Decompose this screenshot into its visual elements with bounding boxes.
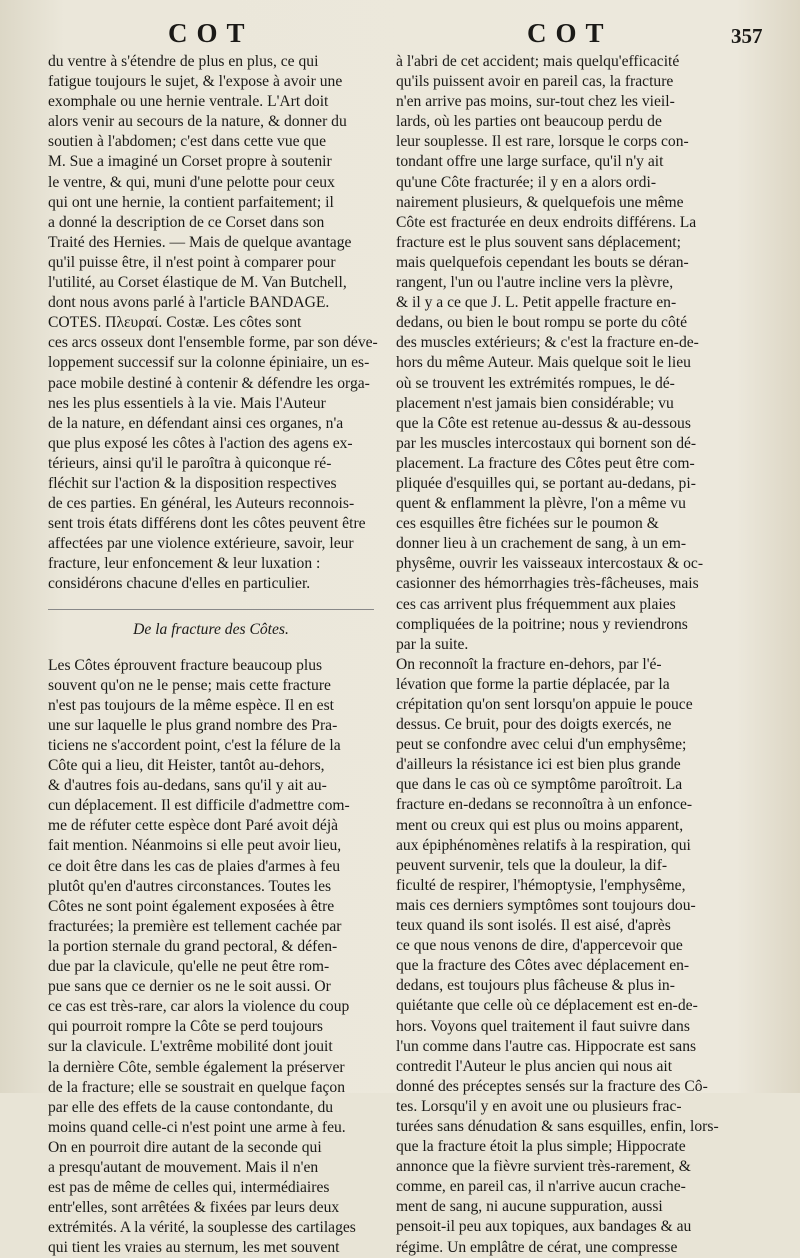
page-number: 357: [731, 24, 763, 48]
text-line: l'utilité, au Corset élastique de M. Van Butchell,: [48, 274, 347, 292]
text-line: sent trois états différens dont les côtes peuvent être: [48, 515, 366, 533]
text-line: extrémités. A la vérité, la souplesse des cartilages: [48, 1219, 356, 1237]
text-line: plutôt qu'en d'autres circonstances. Toutes les: [48, 877, 332, 895]
text-line: lévation que forme la partie déplacée, par la: [396, 675, 670, 693]
text-line: donner lieu à un crachement de sang, à un em-: [396, 535, 687, 553]
text-line: ce cas est très-rare, car alors la violence du coup: [48, 998, 350, 1016]
text-line: leur souplesse. Il est rare, lorsque le corps con-: [396, 133, 689, 151]
text-line: par les muscles intercostaux qui bornent son dé-: [396, 434, 697, 452]
text-line: que la fracture des Côtes avec déplacement en-: [396, 957, 690, 975]
text-line: tes. Lorsqu'il y en avoit une ou plusieurs frac-: [396, 1097, 682, 1115]
left-column-top-text: [48, 52, 378, 595]
text-line: cun déplacement. Il est difficile d'admettre com-: [48, 797, 350, 815]
text-line: teux quand ils sont isolés. Il est aisé, d'après: [396, 917, 671, 935]
text-line: qu'une Côte fracturée; il y en a alors ordi-: [396, 173, 657, 191]
text-line: Côte est fracturée en deux endroits différens. La: [396, 213, 697, 231]
text-line: l'un comme dans l'autre cas. Hippocrate est sans: [396, 1037, 697, 1055]
text-line: peuvent survenir, tels que la douleur, la dif-: [396, 856, 668, 874]
text-line: comme, en pareil cas, il n'arrive aucun crache-: [396, 1178, 686, 1196]
text-line: On reconnoît la fracture en-dehors, par l'é-: [396, 655, 662, 673]
text-line: tondant offre une large surface, qu'il n'y ait: [396, 153, 664, 171]
text-line: compliquées de la poitrine; nous y reviendrons: [396, 615, 688, 633]
text-line: qui pourroit rompre la Côte se perd toujours: [48, 1018, 323, 1036]
text-line: crépitation qu'on sent lorsqu'on appuie le pouce: [396, 696, 693, 713]
text-line: où se trouvent les extrémités rompues, le dé-: [396, 374, 675, 392]
text-line: contredit l'Auteur le plus ancien qui nous ait: [396, 1057, 673, 1075]
text-line: ment ou creux qui est plus ou moins apparent,: [396, 816, 684, 834]
text-line: ce doit être dans les cas de plaies d'armes à feu: [48, 857, 341, 875]
text-line: qu'il puisse être, il n'est point à comparer pour: [48, 253, 336, 271]
text-line: quent & enflamment la plèvre, l'on a même vu: [396, 495, 686, 513]
text-line: physême, ouvrir les vaisseaux intercostaux & oc-: [396, 555, 704, 573]
text-line: dedans, ou bien le bout rompu se porte du côté: [396, 314, 688, 332]
text-line: me de réfuter cette espèce dont Paré avoit déjà: [48, 817, 339, 835]
text-line: dedans, est toujours plus fâcheuse & plus in-: [396, 977, 675, 995]
text-line: rangent, l'un ou l'autre incline vers la plèvre,: [396, 274, 674, 292]
text-line: dessus. Ce bruit, pour des doigts exercés, ne: [396, 716, 672, 734]
text-line: ce que nous venons de dire, d'appercevoir que: [396, 937, 683, 955]
text-line: qui ont une hernie, la contient parfaitement; il: [48, 193, 334, 211]
text-line: qui tient les vraies au sternum, les met souvent: [48, 1239, 340, 1257]
text-line: est pas de même de celles qui, intermédiaires: [48, 1179, 330, 1197]
text-line: n'en arrive pas moins, sur-tout chez les vieil-: [396, 93, 675, 111]
text-line: exomphale ou une hernie ventrale. L'Art doit: [48, 93, 329, 111]
text-line: dont nous avons parlé à l'article BANDAGE.: [48, 294, 330, 312]
text-line: une sur laquelle le plus grand nombre des Pra-: [48, 716, 338, 734]
text-line: soutien à l'abdomen; c'est dans cette vue que: [48, 133, 326, 151]
left-column: [48, 52, 378, 1258]
text-line: placement n'est jamais bien considérable; vu: [396, 394, 674, 412]
text-line: hors du même Auteur. Mais quelque soit le lieu: [396, 354, 691, 372]
text-line: de ces parties. En général, les Auteurs reconnois-: [48, 495, 355, 513]
text-line: lards, où les parties ont beaucoup perdu de: [396, 113, 662, 131]
text-line: considérons chacune d'elles en particulier.: [48, 575, 311, 593]
running-header: [0, 18, 800, 56]
text-line: qu'ils puissent avoir en pareil cas, la fracture: [396, 73, 674, 91]
text-line: Traité des Hernies. — Mais de quelque avantage: [48, 233, 352, 251]
text-line: quiétante que celle où ce déplacement est en-de-: [396, 997, 698, 1015]
text-line: hors. Voyons quel traitement il faut suivre dans: [396, 1017, 690, 1035]
text-line: On en pourroit dire autant de la seconde qui: [48, 1138, 322, 1156]
text-line: ficulté de respirer, l'hémoptysie, l'emphysême,: [396, 876, 686, 894]
text-line: ces esquilles être fichées sur le poumon &: [396, 515, 659, 533]
text-line: sur la clavicule. L'extrême mobilité dont jouit: [48, 1038, 333, 1056]
text-line: mais quelquefois cependant les bouts se déran-: [396, 253, 689, 271]
header-left-word: COT: [168, 18, 254, 48]
text-line: Côte qui a lieu, dit Heister, tantôt au-dehors,: [48, 757, 325, 775]
text-line: annonce que la fièvre survient très-rarement, &: [396, 1158, 691, 1176]
right-column-text: [396, 52, 726, 1258]
text-line: alors venir au secours de la nature, & donner du: [48, 113, 347, 131]
text-line: M. Sue a imaginé un Corset propre à soutenir: [48, 153, 332, 171]
text-line: que la fracture étoit la plus simple; Hippocrate: [396, 1138, 686, 1156]
text-line: ment de sang, ni aucune suppuration, aussi: [396, 1198, 663, 1216]
text-line: loppement successif sur la colonne épiniaire, un es-: [48, 354, 370, 372]
text-line: peut se confondre avec celui d'un emphysême;: [396, 736, 687, 754]
text-line: due par la clavicule, qu'elle ne peut être rom-: [48, 958, 330, 976]
text-line: le ventre, & qui, muni d'une pelotte pour ceux: [48, 173, 335, 191]
text-line: affectées par une violence extérieure, savoir, leur: [48, 535, 354, 553]
text-line: mais ces derniers symptômes sont toujours dou-: [396, 896, 696, 914]
text-line: que dans le cas où ce symptôme paroîtroit. La: [396, 776, 683, 794]
text-line: régime. Un emplâtre de cérat, une compresse: [396, 1238, 678, 1256]
text-line: souvent qu'on ne le pense; mais cette fracture: [48, 676, 331, 694]
text-line: que la Côte est retenue au-dessus & au-dessous: [396, 414, 691, 432]
text-line: térieurs, ainsi qu'il le paroîtra à quiconque ré-: [48, 454, 332, 472]
text-line: pace mobile destiné à contenir & défendre les orga-: [48, 374, 370, 392]
text-line: turées sans dénudation & sans esquilles, enfin, lors-: [396, 1117, 719, 1135]
text-line: a presqu'autant de mouvement. Mais il n'en: [48, 1158, 319, 1176]
text-line: par elle des effets de la cause contondante, du: [48, 1098, 334, 1116]
text-line: a donné la description de ce Corset dans son: [48, 213, 325, 231]
text-line: fracture est le plus souvent sans déplacement;: [396, 233, 681, 251]
text-line: entr'elles, sont arrêtées & fixées par leurs deux: [48, 1199, 340, 1217]
text-line: Les Côtes éprouvent fracture beaucoup plus: [48, 656, 323, 674]
text-line: nairement plusieurs, & quelquefois une même: [396, 193, 684, 211]
text-line: du ventre à s'étendre de plus en plus, ce qui: [48, 53, 319, 70]
text-line: pliquée d'esquilles qui, se portant au-dedans, pi-: [396, 474, 696, 492]
text-line: aux épiphénomènes relatifs à la respiration, qui: [396, 836, 691, 854]
text-line: n'est pas toujours de la même espèce. Il en est: [48, 696, 335, 714]
text-line: & il y a ce que J. L. Petit appelle fracture en-: [396, 294, 677, 312]
text-line: fatigue toujours le sujet, & l'expose à avoir une: [48, 73, 343, 91]
text-line: moins quand celle-ci n'est point une arme à feu.: [48, 1118, 346, 1136]
left-column-bottom-text: [48, 656, 374, 1258]
text-line: la dernière Côte, semble également la préserver: [48, 1058, 345, 1076]
text-line: donné des préceptes sensés sur la fracture des Cô-: [396, 1077, 708, 1095]
text-line: fait mention. Néanmoins si elle peut avoir lieu,: [48, 837, 342, 855]
text-line: fracture en-dedans se reconnoîtra à un enfonce-: [396, 796, 693, 814]
text-line: Côtes ne sont point également exposées à être: [48, 897, 335, 915]
text-line: pue sans que ce dernier os ne le soit aussi. Or: [48, 978, 331, 996]
text-line: ticiens ne s'accordent point, c'est la félure de la: [48, 737, 341, 754]
text-line: COTES. Πλευραί. Costæ. Les côtes sont: [48, 314, 302, 332]
text-line: nes les plus essentiels à la vie. Mais l'Auteur: [48, 394, 326, 412]
text-line: & d'autres fois au-dedans, sans qu'il y ait au-: [48, 777, 327, 795]
section-heading: De la fracture des Côtes.: [48, 609, 374, 640]
right-column: [396, 52, 726, 1258]
text-line: ces cas arrivent plus fréquemment aux plaies: [396, 595, 676, 613]
text-line: la portion sternale du grand pectoral, & défen-: [48, 937, 338, 955]
text-line: casionner des hémorrhagies très-fâcheuses, mais: [396, 575, 699, 593]
text-line: fracturées; la première est tellement cachée par: [48, 917, 342, 935]
header-right-word: COT: [527, 18, 613, 48]
text-line: ces arcs osseux dont l'ensemble forme, par son déve-: [48, 334, 378, 352]
text-line: fracture, leur enfoncement & leur luxation :: [48, 555, 321, 573]
text-line: de la fracture; elle se soustrait en quelque façon: [48, 1078, 346, 1096]
text-line: que plus exposé les côtes à l'action des agens ex-: [48, 434, 353, 452]
text-line: par la suite.: [396, 635, 469, 653]
text-line: des muscles extérieurs; & c'est la fracture en-de-: [396, 334, 699, 352]
text-line: à l'abri de cet accident; mais quelqu'efficacité: [396, 53, 680, 70]
text-line: placement. La fracture des Côtes peut être com-: [396, 454, 695, 472]
text-line: fléchit sur l'action & la disposition respectives: [48, 474, 337, 492]
text-line: pensoit-il peu aux topiques, aux bandages & au: [396, 1218, 692, 1236]
text-line: d'ailleurs la résistance ici est bien plus grande: [396, 756, 681, 774]
text-line: de la nature, en défendant ainsi ces organes, n'a: [48, 414, 344, 432]
